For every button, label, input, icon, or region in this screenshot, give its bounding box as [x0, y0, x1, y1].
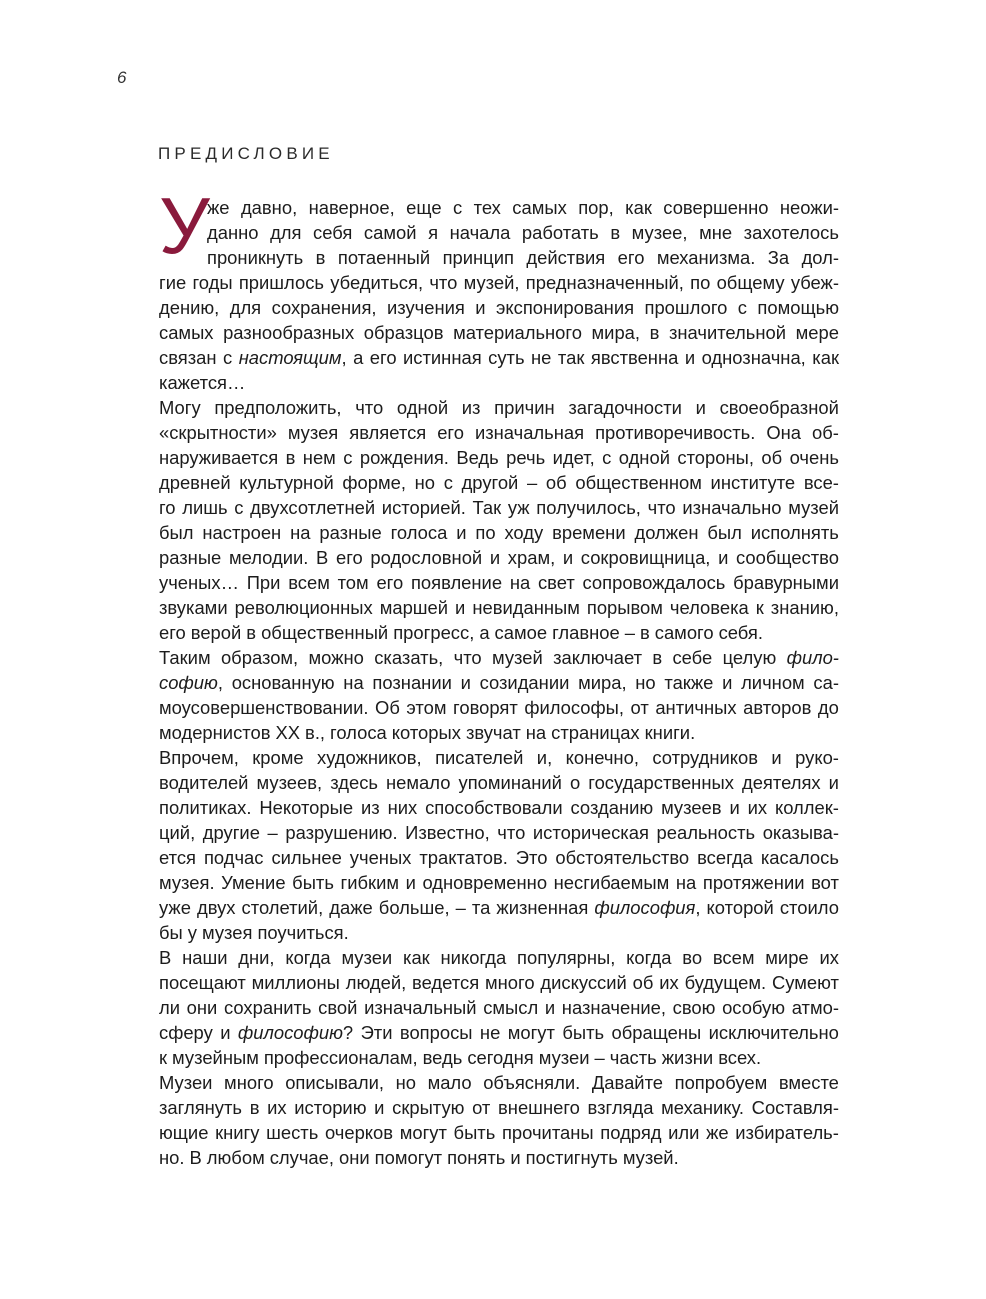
text-line: самых разнообразных образцов материального мира, в значительной мере — [159, 322, 839, 343]
text-line: В наши дни, когда музеи как никогда популярны, когда во всем мире их — [159, 947, 839, 968]
text-line: уже двух столетий, даже больше, – та жизненная философия, которой стоило — [159, 897, 839, 918]
text-line: сферу и философию? Эти вопросы не могут быть обращены исключительно — [159, 1022, 839, 1043]
text-line: ученых… При всем том его появление на свет сопровождалось бравурными — [159, 572, 839, 593]
text-line: проникнуть в потаенный принцип действия его механизма. За дол- — [207, 247, 839, 268]
text-line: Музеи много описывали, но мало объясняли. Давайте попробуем вместе — [159, 1072, 839, 1093]
text-line: связан с настоящим, а его истинная суть не так явственна и однозначна, как — [159, 347, 839, 368]
page-number: 6 — [117, 68, 127, 87]
text-line: бы у музея поучиться. — [159, 922, 349, 943]
text-line: ющие книгу шесть очерков могут быть прочитаны подряд или же избиратель- — [159, 1122, 839, 1143]
text-line: гие годы пришлось убедиться, что музей, предназначенный, по общему убеж- — [159, 272, 839, 293]
text-line: заглянуть в их историю и скрытую от внешнего взгляда механику. Составля- — [159, 1097, 839, 1118]
text-line: кажется… — [159, 372, 246, 393]
text-line: звуками революционных маршей и невиданным порывом человека к знанию, — [159, 597, 839, 618]
text-line: ций, другие – разрушению. Известно, что историческая реальность оказыва- — [159, 822, 839, 843]
text-line: его верой в общественный прогресс, а самое главное – в самого себя. — [159, 622, 763, 643]
text-line: но. В любом случае, они помогут понять и постигнуть музей. — [159, 1147, 679, 1168]
text-line: древней культурной форме, но с другой – об общественном институте все- — [159, 472, 839, 493]
text-line: моусовершенствовании. Об этом говорят философы, от античных авторов до — [159, 697, 839, 718]
text-line: Могу предположить, что одной из причин загадочности и своеобразной — [159, 397, 839, 418]
text-line: к музейным профессионалам, ведь сегодня музеи – часть жизни всех. — [159, 1047, 762, 1068]
text-line: же давно, наверное, еще с тех самых пор, как совершенно неожи- — [207, 197, 839, 218]
text-line: данно для себя самой я начала работать в музее, мне захотелось — [207, 222, 839, 243]
text-line: модернистов XX в., голоса которых звучат на страницах книги. — [159, 722, 696, 743]
text-line: го лишь с двухсотлетней историей. Так уж получилось, что изначально музей — [159, 497, 839, 518]
text-line: Впрочем, кроме художников, писателей и, конечно, сотрудников и руко- — [159, 747, 839, 768]
text-line: дению, для сохранения, изучения и экспонирования прошлого с помощью — [159, 297, 839, 318]
text-line: разные мелодии. В его родословной и храм, и сокровищница, и сообщество — [159, 547, 839, 568]
text-line: Таким образом, можно сказать, что музей заключает в себе целую фило- — [159, 647, 839, 668]
section-title: ПРЕДИСЛОВИЕ — [158, 144, 334, 163]
text-line: «скрытности» музея является его изначальная противоречивость. Она об- — [159, 422, 839, 443]
text-line: софию, основанную на познании и созидании мира, но также и личном са- — [159, 672, 839, 693]
text-line: ли они сохранить свой изначальный смысл и назначение, свою особую атмо- — [159, 997, 839, 1018]
text-line: был настроен на разные голоса и по ходу времени должен был исполнять — [159, 522, 839, 543]
text-line: наруживается в нем с рождения. Ведь речь идет, с одной стороны, об очень — [159, 447, 839, 468]
text-line: музея. Умение быть гибким и одновременно несгибаемым на протяжении вот — [159, 872, 839, 893]
text-line: политиках. Некоторые из них способствовали созданию музеев и их коллек- — [159, 797, 839, 818]
drop-cap-letter: У — [159, 181, 210, 270]
text-line: посещают миллионы людей, ведется много дискуссий об их будущем. Сумеют — [159, 972, 839, 993]
text-line: ется подчас сильнее ученых трактатов. Это обстоятельство всегда касалось — [159, 847, 839, 868]
text-line: водителей музеев, здесь немало упоминаний о государственных деятелях и — [159, 772, 839, 793]
